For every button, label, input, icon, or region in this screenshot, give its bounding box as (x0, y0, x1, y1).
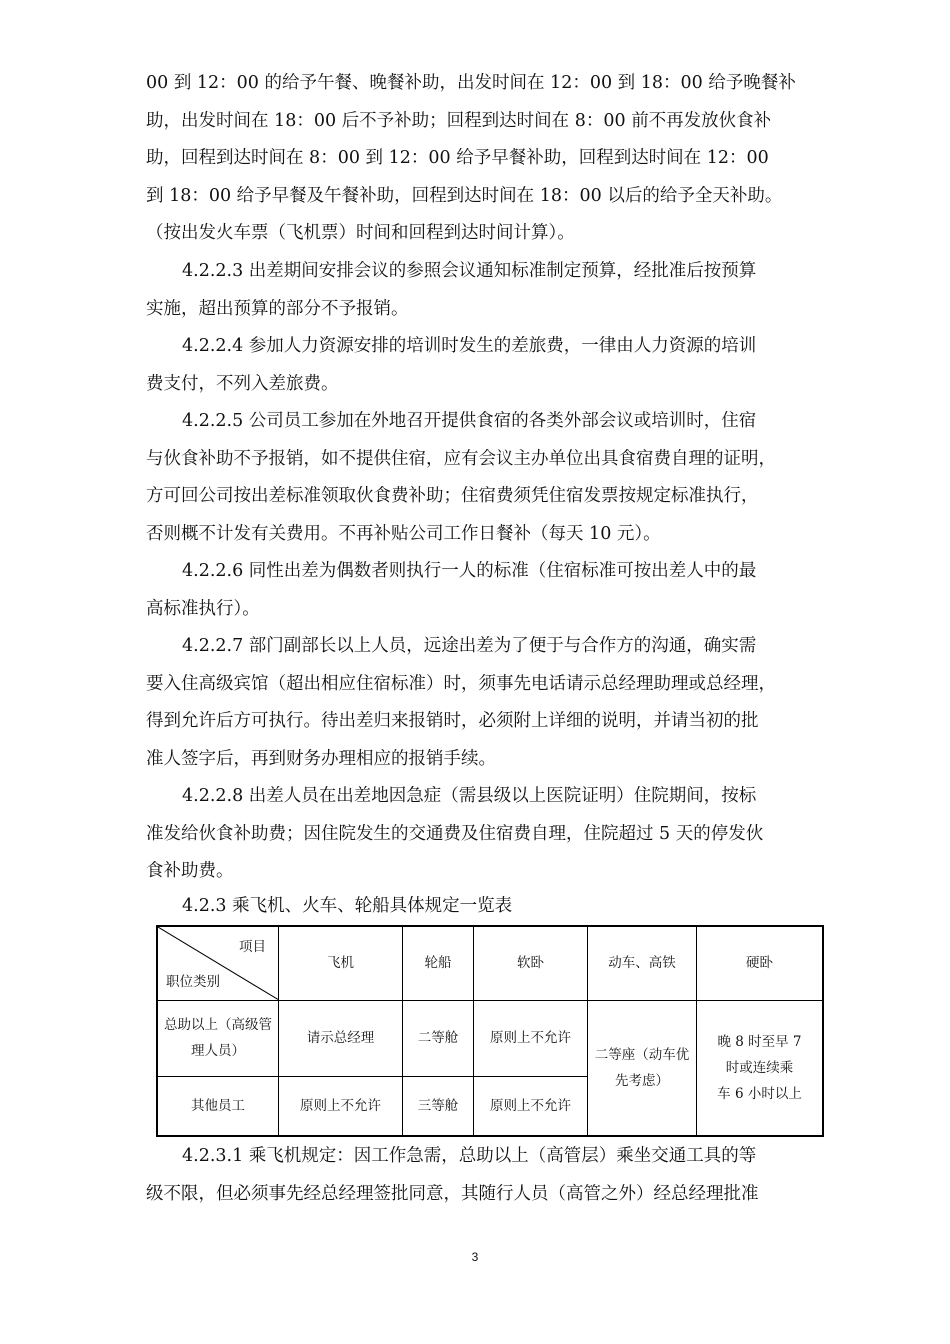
text-line: 要入住高级宾馆（超出相应住宿标准）时，须事先电话请示总经理助理或总经理， (146, 673, 776, 694)
text-line: 费支付，不列入差旅费。 (146, 373, 339, 394)
table-corner-cell (157, 926, 279, 1000)
cell-line: 车 6 小时以上 (717, 1085, 802, 1102)
cell-line: 二等座（动车优 (594, 1046, 690, 1063)
cell-line: 总助以上（高级管 (164, 1017, 272, 1033)
cell-line: 时或连续乘 (725, 1059, 794, 1076)
text-line: 4.2.2.7 部门副部长以上人员，远途出差为了便于与合作方的沟通，确实需 (182, 636, 757, 656)
paragraph-4-2-2-6 (146, 553, 810, 628)
text-line: 4.2.2.6 同性出差为偶数者则执行一人的标准（住宿标准可按出差人中的最 (182, 561, 757, 581)
text-line: 4.2.3.1 乘飞机规定：因工作急需，总助以上（高管层）乘坐交通工具的等 (182, 1146, 757, 1166)
cell-plane-senior: 请示总经理 (279, 1000, 403, 1076)
text-line: 到 18：00 给予早餐及午餐补助，回程到达时间在 18：00 以后的给予全天补助。 (146, 185, 783, 206)
text-line: 4.2.2.4 参加人力资源安排的培训时发生的差旅费，一律由人力资源的培训 (182, 336, 757, 356)
header-high-speed-rail: 动车、高铁 (588, 926, 697, 1000)
text-line: 00 到 12：00 的给予午餐、晚餐补助，出发时间在 12：00 到 18：00 给予晚餐补 (146, 73, 796, 93)
text-line: 4.2.3 乘飞机、火车、轮船具体规定一览表 (182, 896, 513, 916)
text-line: 与伙食补助不予报销，如不提供住宿，应有会议主办单位出具食宿费自理的证明， (146, 448, 776, 469)
header-soft-sleeper: 软卧 (474, 926, 588, 1000)
cell-line: 先考虑） (615, 1072, 669, 1089)
text-line: 方可回公司按出差标准领取伙食费补助；住宿费须凭住宿发票按规定标准执行， (146, 486, 759, 506)
text-line: 得到允许后方可执行。待出差归来报销时，必须附上详细的说明，并请当初的批 (146, 711, 759, 731)
text-line: 准人签字后，再到财务办理相应的报销手续。 (146, 748, 496, 769)
row-category-senior (157, 1000, 279, 1076)
text-line: 实施，超出预算的部分不予报销。 (146, 298, 409, 319)
cell-soft-other: 原则上不允许 (474, 1076, 588, 1136)
text-line: 4.2.2.3 出差期间安排会议的参照会议通知标准制定预算，经批准后按预算 (182, 261, 757, 281)
row-category-other (157, 1076, 279, 1136)
table-header-row (157, 926, 823, 1000)
paragraph-4-2-3-1 (146, 1138, 810, 1213)
text-line: 4.2.2.5 公司员工参加在外地召开提供食宿的各类外部会议或培训时，住宿 (182, 411, 757, 431)
text-line: 4.2.2.8 出差人员在出差地因急症（需县级以上医院证明）住院期间，按标 (182, 786, 757, 806)
paragraph-4-2-2-5 (146, 403, 810, 553)
header-ship: 轮船 (403, 926, 474, 1000)
text-line: 级不限，但必须事先经总经理签批同意，其随行人员（高管之外）经总经理批准 (146, 1183, 759, 1204)
header-hard-sleeper: 硬卧 (697, 926, 824, 1000)
text-line: （按出发火车票（飞机票）时间和回程到达时间计算）。 (146, 223, 575, 243)
text-line: 否则概不计发有关费用。不再补贴公司工作日餐补（每天 10 元）。 (146, 523, 661, 544)
paragraph-4-2-2-4 (146, 328, 810, 403)
cell-line: 其他员工 (191, 1097, 245, 1114)
cell-ship-senior: 二等舱 (403, 1000, 474, 1076)
text-line: 准发给伙食补助费；因住院发生的交通费及住宿费自理，住院超过 5 天的停发伙 (146, 823, 764, 844)
cell-ship-other: 三等舱 (403, 1076, 474, 1136)
paragraph-4-2-2-7 (146, 628, 810, 778)
page-number: 3 (471, 1250, 479, 1264)
text-line: 助，回程到达时间在 8：00 到 12：00 给予早餐补助，回程到达时间在 12：00 (146, 148, 769, 168)
text-line: 高标准执行）。 (146, 598, 260, 619)
cell-soft-senior: 原则上不允许 (474, 1000, 588, 1076)
corner-label-item: 项目 (239, 939, 266, 955)
corner-label-category: 职位类别 (166, 973, 220, 990)
header-plane: 飞机 (279, 926, 403, 1000)
cell-hard-sleeper-shared (697, 1000, 824, 1136)
cell-plane-other: 原则上不允许 (279, 1076, 403, 1136)
table-row (157, 1000, 823, 1076)
cell-high-speed-rail-shared (588, 1000, 697, 1136)
paragraph-meal-allowance (146, 65, 810, 253)
text-line: 助，出发时间在 18：00 后不予补助；回程到达时间在 8：00 前不再发放伙食补 (146, 110, 772, 131)
paragraph-4-2-2-3 (146, 253, 810, 328)
table-caption (146, 888, 810, 926)
text-line: 食补助费。 (146, 861, 234, 881)
cell-line: 晚 8 时至早 7 (717, 1033, 802, 1050)
cell-line: 理人员） (191, 1043, 245, 1059)
transport-rules-table (156, 925, 824, 1137)
paragraph-4-2-2-8 (146, 778, 810, 891)
